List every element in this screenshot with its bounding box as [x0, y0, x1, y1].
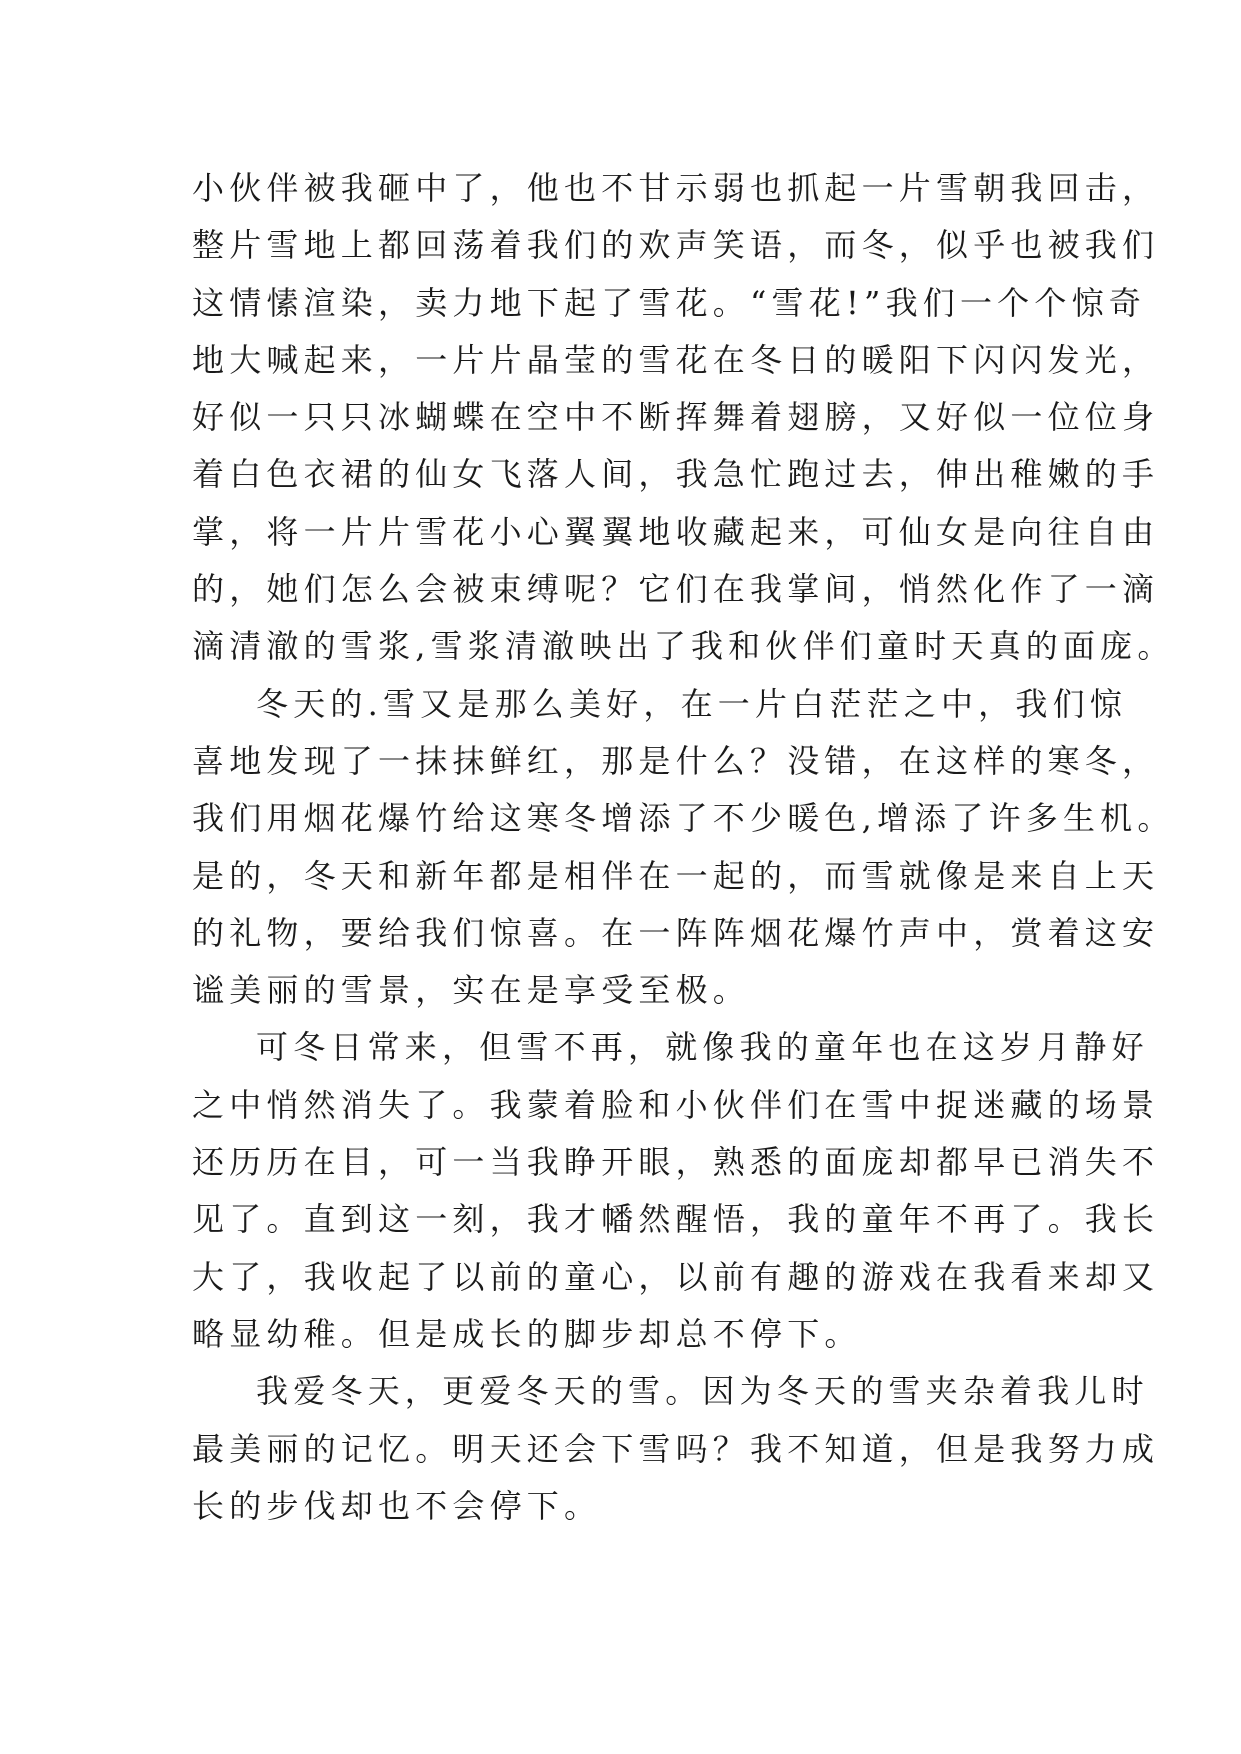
text-line: 这情愫渲染，卖力地下起了雪花。“雪花!”我们一个个惊奇 [192, 283, 1146, 322]
text-line: 小伙伴被我砸中了，他也不甘示弱也抓起一片雪朝我回击， [192, 169, 1160, 207]
text-line: 滴清澈的雪浆,雪浆清澈映出了我和伙伴们童时天真的面庞。 [192, 627, 1175, 666]
paragraph-start-line: 冬天的.雪又是那么美好，在一片白茫茫之中，我们惊 [256, 684, 1127, 723]
text-line: 整片雪地上都回荡着我们的欢声笑语，而冬，似乎也被我们 [192, 226, 1160, 265]
text-line: 喜地发现了一抹抹鲜红，那是什么？没错，在这样的寒冬， [192, 741, 1160, 780]
document-page [192, 160, 1175, 1535]
text-line: 之中悄然消失了。我蒙着脸和小伙伴们在雪中捉迷藏的场景 [192, 1085, 1160, 1124]
text-line: 略显幼稚。但是成长的脚步却总不停下。 [192, 1314, 862, 1353]
text-line: 我们用烟花爆竹给这寒冬增添了不少暖色,增添了许多生机。 [192, 799, 1175, 838]
text-line: 的礼物，要给我们惊喜。在一阵阵烟花爆竹声中，赏着这安 [192, 913, 1160, 952]
paragraph-start-line: 我爱冬天，更爱冬天的雪。因为冬天的雪夹杂着我儿时 [256, 1372, 1149, 1411]
text-line: 是的，冬天和新年都是相伴在一起的，而雪就像是来自上天 [192, 856, 1160, 895]
paragraph-start-line: 可冬日常来，但雪不再，就像我的童年也在这岁月静好 [256, 1028, 1149, 1067]
text-line: 还历历在目，可一当我睁开眼，熟悉的面庞却都早已消失不 [192, 1143, 1160, 1182]
text-line: 掌，将一片片雪花小心翼翼地收藏起来，可仙女是向往自由 [192, 512, 1160, 551]
text-line: 谧美丽的雪景，实在是享受至极。 [192, 971, 751, 1010]
text-line: 好似一只只冰蝴蝶在空中不断挥舞着翅膀，又好似一位位身 [192, 398, 1160, 437]
text-line: 见了。直到这一刻，我才幡然醒悟，我的童年不再了。我长 [192, 1200, 1160, 1239]
text-line: 大了，我收起了以前的童心，以前有趣的游戏在我看来却又 [192, 1257, 1160, 1296]
text-line: 最美丽的记忆。明天还会下雪吗？我不知道，但是我努力成 [192, 1429, 1160, 1468]
text-line: 的，她们怎么会被束缚呢？它们在我掌间，悄然化作了一滴 [192, 570, 1160, 609]
text-line: 长的步伐却也不会停下。 [192, 1486, 602, 1525]
text-line: 地大喊起来，一片片晶莹的雪花在冬日的暖阳下闪闪发光， [192, 340, 1160, 379]
text-line: 着白色衣裙的仙女飞落人间，我急忙跑过去，伸出稚嫩的手 [192, 455, 1160, 494]
